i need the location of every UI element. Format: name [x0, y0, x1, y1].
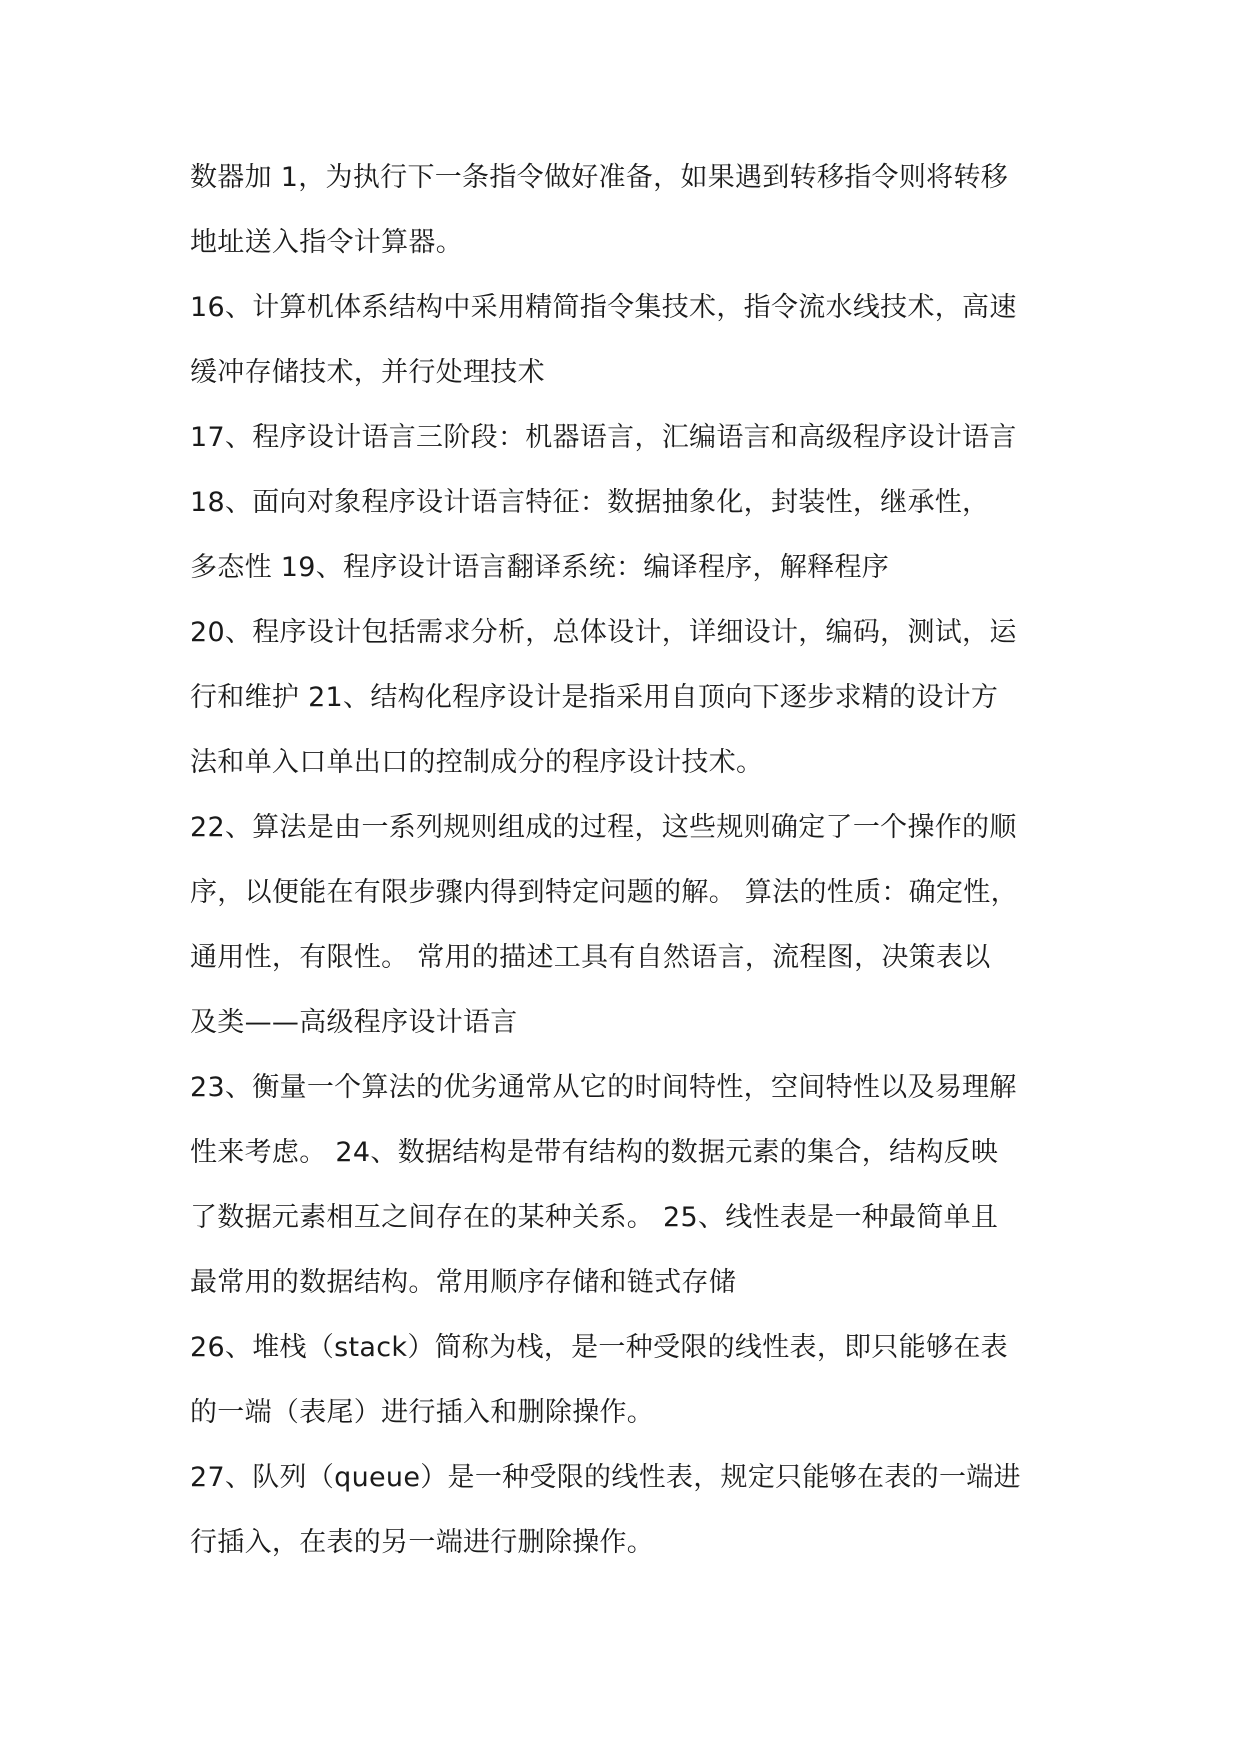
body-text: [190, 152, 1070, 1582]
text-line: 多态性 19、程序设计语言翻译系统：编译程序，解释程序: [190, 552, 890, 583]
text-line: 序，以便能在有限步骤内得到特定问题的解。 算法的性质：确定性，: [190, 877, 1018, 908]
text-line: 17、程序设计语言三阶段：机器语言，汇编语言和高级程序设计语言: [190, 422, 1017, 453]
text-line: 通用性，有限性。 常用的描述工具有自然语言，流程图，决策表以: [190, 942, 991, 973]
text-line: 及类——高级程序设计语言: [190, 1007, 518, 1038]
text-line: 数器加 1，为执行下一条指令做好准备，如果遇到转移指令则将转移: [190, 162, 1009, 193]
text-line: 性来考虑。 24、数据结构是带有结构的数据元素的集合，结构反映: [190, 1137, 999, 1168]
text-line: 了数据元素相互之间存在的某种关系。 25、线性表是一种最简单且: [190, 1202, 999, 1233]
text-line: 行插入，在表的另一端进行删除操作。: [190, 1527, 655, 1558]
text-line: 地址送入指令计算器。: [190, 227, 463, 258]
text-line: 26、堆栈（stack）简称为栈，是一种受限的线性表，即只能够在表: [190, 1332, 1008, 1363]
text-line: 16、计算机体系结构中采用精简指令集技术，指令流水线技术，高速: [190, 292, 1017, 323]
text-line: 最常用的数据结构。常用顺序存储和链式存储: [190, 1267, 736, 1298]
text-line: 22、算法是由一系列规则组成的过程，这些规则确定了一个操作的顺: [190, 812, 1017, 843]
text-line: 27、队列（queue）是一种受限的线性表，规定只能够在表的一端进: [190, 1462, 1021, 1493]
text-line: 法和单入口单出口的控制成分的程序设计技术。: [190, 747, 764, 778]
text-line: 缓冲存储技术，并行处理技术: [190, 357, 545, 388]
text-line: 23、衡量一个算法的优劣通常从它的时间特性，空间特性以及易理解: [190, 1072, 1017, 1103]
text-line: 行和维护 21、结构化程序设计是指采用自顶向下逐步求精的设计方: [190, 682, 999, 713]
text-line: 20、程序设计包括需求分析，总体设计，详细设计，编码，测试，运: [190, 617, 1017, 648]
text-line: 18、面向对象程序设计语言特征：数据抽象化，封装性，继承性，: [190, 487, 990, 518]
text-line: 的一端（表尾）进行插入和删除操作。: [190, 1397, 655, 1428]
